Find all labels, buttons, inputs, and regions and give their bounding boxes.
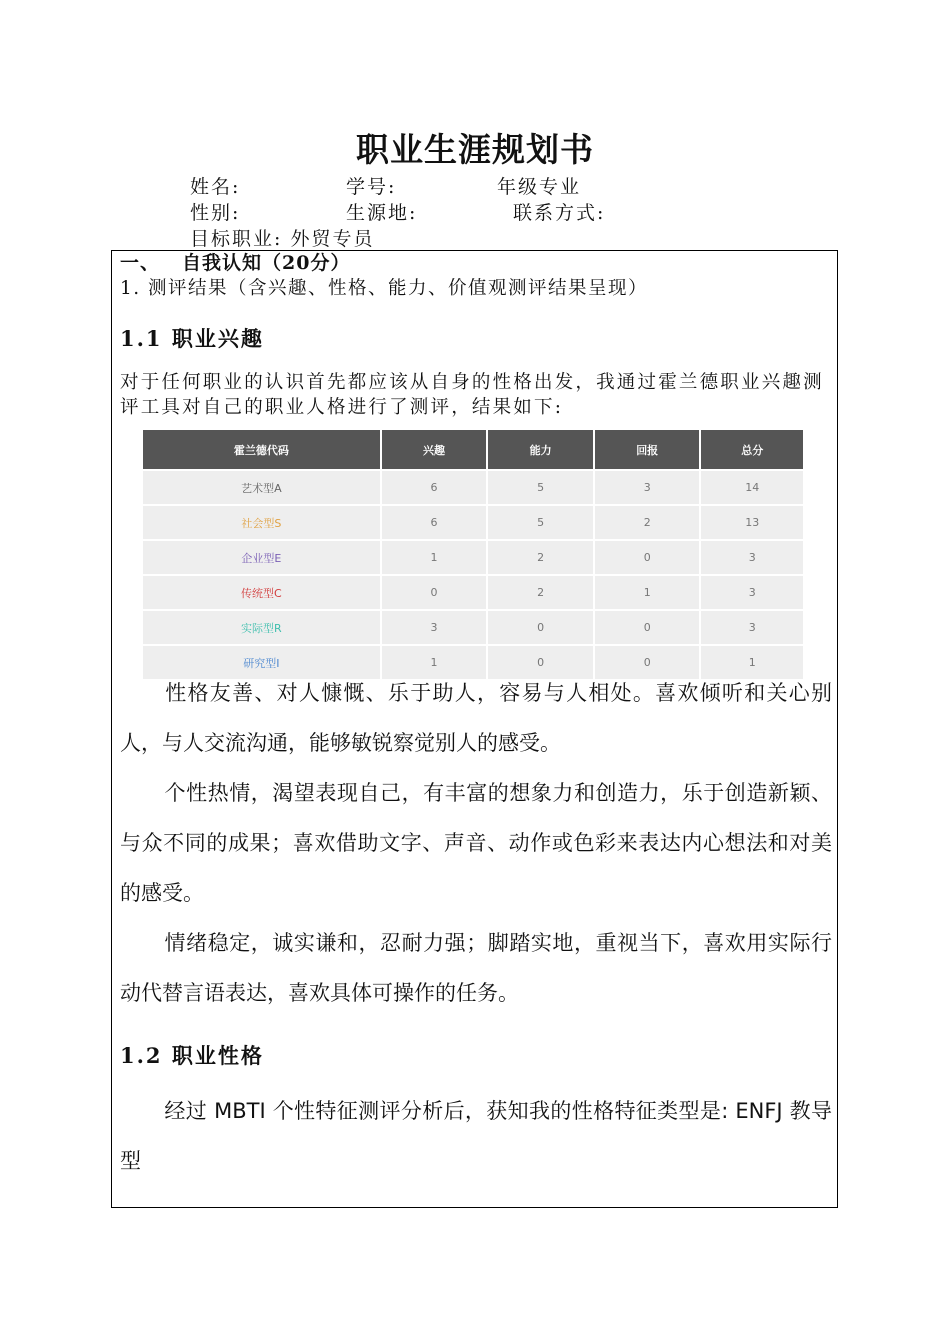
score-cell: 1 [700,645,803,679]
paragraph-3 [120,918,832,1018]
score-cell: 14 [700,470,803,505]
paragraph-2-text: 个性热情，渴望表现自己，有丰富的想象力和创造力，乐于创造新颖、与众不同的成果；喜欢借助文字、声音、动作或色彩来表达内心想法和对美的感受。 [120,781,832,905]
table-row [143,505,803,540]
score-cell: 5 [487,470,594,505]
header-interest: 兴趣 [381,430,488,470]
section-number: 一、 [120,252,161,274]
score-cell: 2 [487,575,594,610]
paragraph-3-text: 情绪稳定，诚实谦和，忍耐力强；脚踏实地，重视当下，喜欢用实际行动代替言语表达，喜欢具体可操作的任务。 [120,931,832,1005]
score-cell: 3 [594,470,701,505]
holland-code-cell: 企业型E [143,540,381,575]
header-reward: 回报 [594,430,701,470]
document-title: 职业生涯规划书 [356,130,594,169]
origin-label: 生源地: [346,202,418,224]
section-heading [120,248,350,275]
paragraph-1 [120,668,832,768]
target-career-label: 目标职业: 外贸专员 [190,228,375,250]
table-row [143,610,803,645]
subheading-personality: 1.2 职业性格 [120,1043,264,1068]
info-row-1 [0,172,950,198]
holland-table [143,430,803,679]
holland-code-cell: 传统型C [143,575,381,610]
info-row-2 [0,198,950,224]
score-cell: 1 [381,540,488,575]
gender-label: 性别: [190,202,241,224]
contact-label: 联系方式: [513,202,606,224]
score-cell: 3 [700,610,803,645]
score-cell: 6 [381,470,488,505]
paragraph-mbti [120,1086,832,1186]
score-cell: 3 [381,610,488,645]
score-cell: 1 [381,645,488,679]
section-title: 自我认知（20分） [182,252,351,274]
assessment-item: 1. 测评结果（含兴趣、性格、能力、价值观测评结果呈现） [120,278,649,299]
holland-code-cell: 艺术型A [143,470,381,505]
holland-code-cell: 实际型R [143,610,381,645]
score-cell: 2 [487,540,594,575]
header-ability: 能力 [487,430,594,470]
score-cell: 0 [594,610,701,645]
table-row [143,540,803,575]
score-cell: 0 [381,575,488,610]
subheading-interest: 1.1 职业兴趣 [120,326,264,351]
table-header-row [143,430,803,470]
score-cell: 13 [700,505,803,540]
score-cell: 2 [594,505,701,540]
score-cell: 0 [594,540,701,575]
mbti-text: 经过 MBTI 个性特征测评分析后，获知我的性格特征类型是: ENFJ 教导型 [120,1099,832,1173]
header-total: 总分 [700,430,803,470]
paragraph-1-text: 性格友善、对人慷慨、乐于助人，容易与人相处。喜欢倾听和关心别人，与人交流沟通，能够敏锐察觉别人的感受。 [120,681,832,755]
student-id-label: 学号: [346,176,397,198]
score-cell: 0 [487,610,594,645]
interest-intro: 对于任何职业的认识首先都应该从自身的性格出发，我通过霍兰德职业兴趣测评工具对自己的职业人格进行了测评，结果如下: [120,372,824,418]
score-cell: 3 [700,540,803,575]
score-cell: 3 [700,575,803,610]
table-row [143,575,803,610]
score-cell: 0 [594,645,701,679]
name-label: 姓名: [190,176,241,198]
score-cell: 6 [381,505,488,540]
score-cell: 5 [487,505,594,540]
paragraph-2 [120,768,832,918]
header-code: 霍兰德代码 [143,430,381,470]
table-row [143,470,803,505]
holland-code-cell: 社会型S [143,505,381,540]
score-cell: 0 [487,645,594,679]
info-row-3 [0,224,950,250]
holland-code-cell: 研究型I [143,645,381,679]
grade-major-label: 年级专业 [497,176,582,198]
score-cell: 1 [594,575,701,610]
